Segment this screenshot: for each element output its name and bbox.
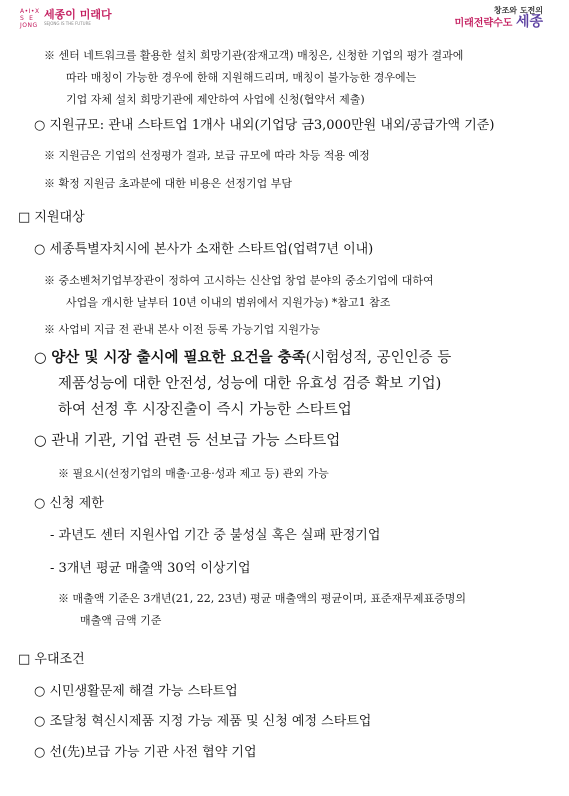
bullet-continuation: 제품성능에 대한 안전성, 성능에 대한 유효성 검증 확보 기업)	[58, 376, 442, 392]
bullet-mark: ○	[34, 350, 52, 366]
note-line: 기업 자체 설치 희망기관에 제안하여 사업에 신청(협약서 제출)	[66, 93, 365, 106]
bullet-continuation: 하여 선정 후 시장진출이 즉시 가능한 스타트업	[58, 402, 352, 418]
support-scale: ○ 지원규모: 관내 스타트업 1개사 내외(기업당 금3,000만원 내외/공급가액 기준)	[34, 118, 495, 133]
note-line: 매출액 금액 기준	[80, 614, 162, 627]
logo-subtitle: SEJONG IS THE FUTURE	[44, 21, 91, 26]
bullet-rest: (시험성적, 공인인증 등	[305, 350, 452, 366]
slogan-big	[454, 16, 543, 30]
dash-item: - 과년도 센터 지원사업 기간 중 불성실 혹은 실패 판정기업	[50, 528, 381, 543]
bullet-item: ○ 신청 제한	[34, 496, 104, 511]
bullet-item: ○ 시민생활문제 해결 가능 스타트업	[34, 684, 238, 699]
slogan-text: 미래전략수도	[454, 18, 513, 29]
slogan-city: 세종	[515, 14, 543, 30]
city-slogan-logo	[454, 6, 543, 30]
note-line: 사업을 개시한 날부터 10년 이내의 범위에서 지원가능) *참고1 참조	[66, 296, 391, 309]
note-line: ※ 사업비 지급 전 관내 본사 이전 등록 가능기업 지원가능	[44, 323, 321, 336]
slogan-small: 창조와 도전의	[493, 6, 543, 15]
bullet-item: ○ 관내 기관, 기업 관련 등 선보급 가능 스타트업	[34, 433, 341, 449]
note-line: 따라 매칭이 가능한 경우에 한해 지원해드리며, 매칭이 불가능한 경우에는	[66, 71, 417, 84]
section-heading: □ 지원대상	[18, 210, 85, 225]
section-heading: □ 우대조건	[18, 652, 85, 667]
note-line: ※ 매출액 기준은 3개년(21, 22, 23년) 평균 매출액의 평균이며, 표준재무제표증명의	[58, 592, 467, 605]
sejong-mark-icon: A•I•X S E JONG	[20, 8, 40, 29]
sejong-logo	[20, 8, 112, 29]
note-line: ※ 지원금은 기업의 선정평가 결과, 보급 규모에 따라 차등 적용 예정	[44, 149, 370, 162]
bullet-item: ○ 선(先)보급 가능 기관 사전 협약 기업	[34, 745, 257, 760]
bullet-item: ○ 조달청 혁신시제품 지정 가능 제품 및 신청 예정 스타트업	[34, 714, 372, 729]
bold-phrase: 양산 및 시장 출시에 필요한 요건을 충족	[51, 349, 306, 366]
dash-item: - 3개년 평균 매출액 30억 이상기업	[50, 561, 251, 576]
bullet-item: ○ 세종특별자치시에 본사가 소재한 스타트업(업력7년 이내)	[34, 242, 374, 257]
page-header	[0, 0, 569, 40]
bullet-item-bold	[34, 347, 451, 369]
note-line: ※ 필요시(선정기업의 매출·고용·성과 제고 등) 관외 가능	[58, 467, 329, 480]
note-line: ※ 센터 네트워크를 활용한 설치 희망기관(잠재고객) 매칭은, 신청한 기업의 평가 결과에	[44, 49, 464, 62]
note-line: ※ 중소벤처기업부장관이 정하여 고시하는 신산업 창업 분야의 중소기업에 대하여	[44, 274, 434, 287]
logo-title: 세종이 미래다	[44, 8, 112, 21]
note-line: ※ 확정 지원금 초과분에 대한 비용은 선정기업 부담	[44, 177, 292, 190]
